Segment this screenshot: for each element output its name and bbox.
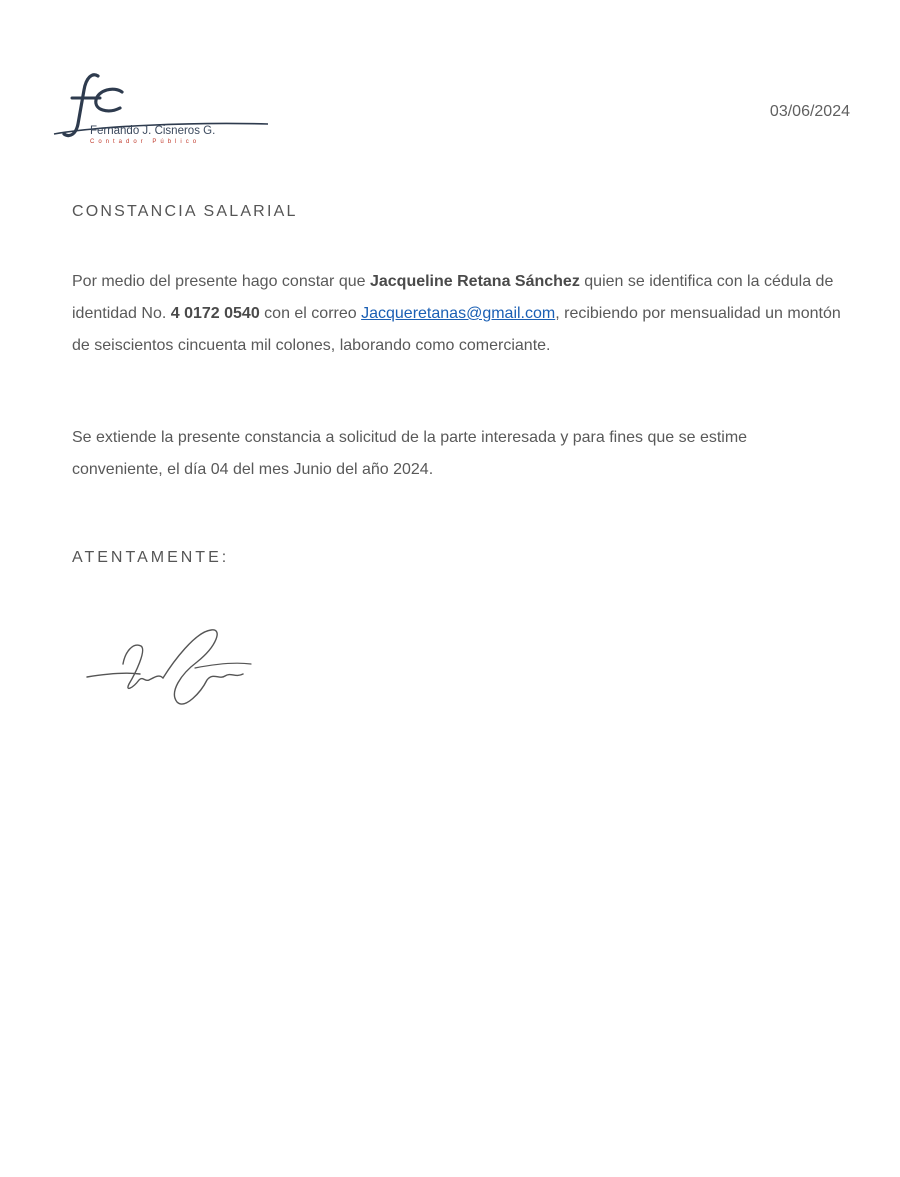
employee-name: Jacqueline Retana Sánchez [369,273,580,290]
document-title: CONSTANCIA SALARIAL [72,203,298,220]
document-date: 03/06/2024 [769,103,850,120]
p1-text-b: quien se identifica con la cédula de identidad No. [72,273,834,322]
p1-text-d: , recibiendo por mensualidad un montón de seiscientos cincuenta mil colones, laborando como comerciante. [72,305,841,354]
body-paragraph-1 [72,266,842,362]
p1-text-a: Por medio del presente hago constar que [72,273,370,290]
handwritten-signature-icon [85,622,255,717]
closing-salutation: ATENTAMENTE: [72,549,230,566]
body-paragraph-2: Se extiende la presente constancia a solicitud de la parte interesada y para fines que se estime conveniente, el día 04 del mes Junio del año 2024. [72,429,748,478]
p1-text-c: con el correo [259,305,362,322]
email-link[interactable]: Jacqueretanas@gmail.com [361,305,556,322]
logo-name: Fernando J. Cisneros G. [90,125,216,137]
logo-subtitle: Contador Público [90,139,201,145]
signature [85,622,255,717]
company-logo [50,68,280,153]
id-number: 4 0172 0540 [170,305,260,322]
fc-monogram-logo [50,68,280,153]
